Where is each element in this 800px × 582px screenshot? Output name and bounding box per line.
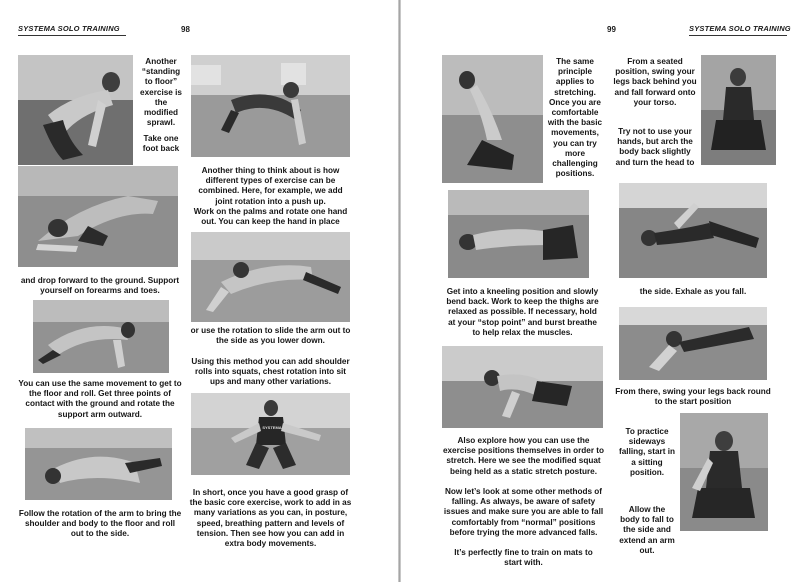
photo-kneeling-back-bend	[442, 55, 543, 183]
text-seated-swing-legs: From a seated position, swing your legs back behind you and fall forward onto your torso.	[613, 57, 697, 107]
text-drop-forward: and drop forward to the ground. Support yourself on forearms and toes.	[20, 276, 180, 296]
header-rule	[18, 35, 126, 36]
photo-sideways-sitting	[680, 413, 768, 531]
text-practice-sideways: To practice sideways falling, start in a sitting position.	[619, 427, 675, 477]
left-page	[0, 0, 399, 582]
text-rotate-hand: Work on the palms and rotate one hand out. You can keep the hand in place	[193, 207, 348, 227]
photo-push-up-rotation	[191, 232, 350, 322]
shirt-text: SYSTEMA	[262, 425, 282, 430]
text-slide-arm-out: or use the rotation to slide the arm out to the side as you lower down.	[190, 326, 351, 346]
text-train-on-mats: It’s perfectly fine to train on mats to start with.	[454, 548, 593, 568]
photo-falling-forward	[619, 183, 767, 278]
text-same-principle: The same principle applies to stretching. Once you are comfortable with the basic movements, you can try more challenging positions.	[547, 57, 603, 179]
photo-squat-stretch	[442, 346, 603, 428]
photo-lying-after-fall	[619, 307, 767, 380]
text-arch-body: Try not to use your hands, but arch the body back slightly and turn the head to	[615, 127, 695, 167]
text-exhale: the side. Exhale as you fall.	[639, 287, 747, 296]
page-number: 99	[607, 25, 616, 34]
page-number: 98	[181, 25, 190, 34]
photo-three-points-contact	[33, 300, 169, 373]
text-take-foot-back: Take one foot back	[142, 134, 180, 154]
photo-reclined-kneel	[448, 190, 589, 278]
text-explore-positions: Also explore how you can use the exercise positions themselves in order to stretch. Here we see the modified squat being held as a static stretch posture.	[442, 436, 605, 476]
photo-roll-to-side	[25, 428, 172, 500]
photo-seated-position	[701, 55, 776, 165]
running-header: SYSTEMA SOLO TRAINING	[18, 24, 120, 33]
photo-push-up	[191, 55, 350, 157]
text-combine-exercises: Another thing to think about is how different types of exercise can be combined. Here, for example, we add joint rotation into a push up.	[198, 166, 343, 206]
text-swing-legs-back: From there, swing your legs back round to the start position	[615, 387, 771, 407]
running-header: SYSTEMA SOLO TRAINING	[689, 24, 791, 33]
text-kneeling-bend-back: Get into a kneeling position and slowly bend back. Work to keep the thighs are relaxed as possible. If necessary, hold at your “stop point” and burst breathe to help relax the muscles.	[446, 287, 599, 337]
header-rule	[689, 35, 787, 36]
text-using-this-method: Using this method you can add shoulder rolls into squats, chest rotation into sit ups and many other variations.	[191, 357, 350, 387]
photo-squat	[191, 393, 350, 475]
text-same-movement-roll: You can use the same movement to get to the floor and roll. Get three points of contact with the ground and rotate the support arm outward.	[18, 379, 182, 419]
text-follow-rotation: Follow the rotation of the arm to bring the shoulder and body to the floor and roll out to the side.	[18, 509, 182, 539]
text-modified-sprawl: Another “standing to floor” exercise is the modified sprawl.	[140, 57, 182, 128]
photo-sprawl-crouch	[18, 55, 133, 165]
text-body-fall-side: Allow the body to fall to the side and extend an arm out.	[619, 505, 675, 555]
photo-forearm-support	[18, 166, 178, 267]
right-page	[401, 0, 800, 582]
text-methods-falling: Now let’s look at some other methods of falling. As always, be aware of safety issues and make sure you are able to fall comfortably from “normal” positions before trying the more advanced falls.	[443, 487, 604, 537]
text-in-short: In short, once you have a good grasp of the basic core exercise, work to add in as many variations as you can, in posture, speed, breathing pattern and levels of tension. Then see how you can add in extra body movements.	[189, 488, 352, 549]
